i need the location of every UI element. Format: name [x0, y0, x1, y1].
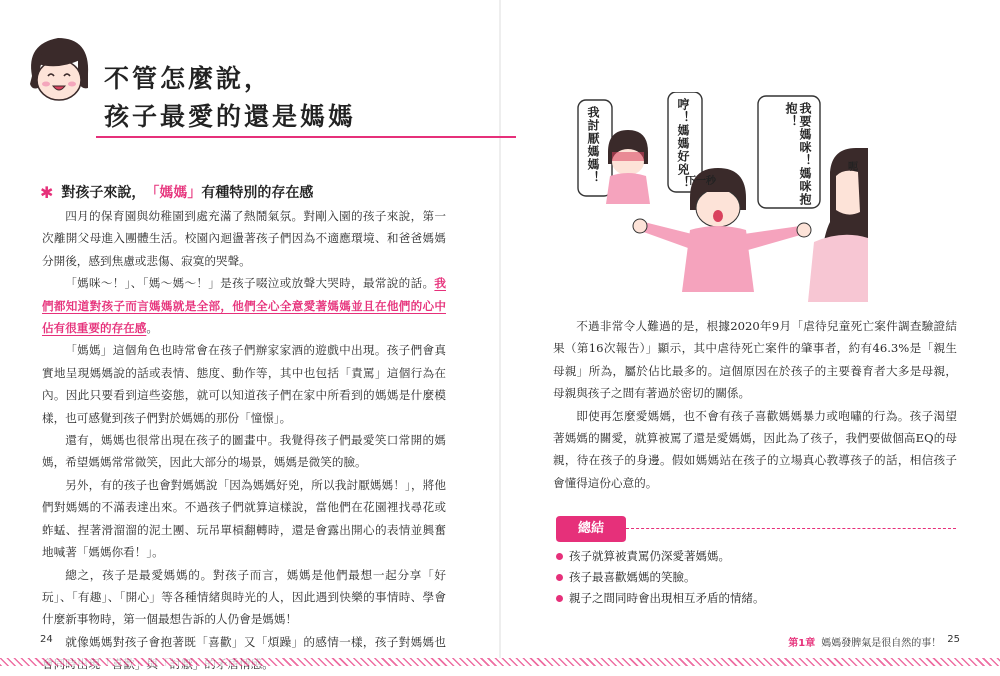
footer-right — [788, 634, 960, 649]
star-icon: ✱ — [40, 182, 54, 202]
section-heading-mama: 「媽媽」 — [145, 185, 202, 201]
girl-face-icon — [22, 30, 96, 106]
summary-item — [556, 546, 765, 567]
bullet-dot-icon — [556, 595, 563, 602]
chapter-number: 第1章 — [788, 638, 816, 649]
paragraph: 還有，媽媽也很常出現在孩子的圖畫中。我覺得孩子們最愛笑口常開的媽媽，希望媽媽常常微笑，因此大部分的場景，媽媽是微笑的臉。 — [42, 433, 446, 470]
summary-label: 總結 — [577, 521, 604, 536]
paragraph: 四月的保育園與幼稚園到處充滿了熱鬧氣氛。對剛入園的孩子來說，第一次離開父母進入團體生活。校園內迴盪著孩子們因為不適應環境、和爸爸媽媽分開後，感到焦慮或悲傷、寂寞的哭聲。 — [42, 209, 446, 268]
summary-item — [556, 588, 765, 609]
summary-item-text: 孩子最喜歡媽媽的笑臉。 — [569, 570, 696, 584]
paragraph-text: 「媽咪～！」、「媽～媽～！」是孩子啜泣或放聲大哭時，最常說的話。 — [65, 276, 435, 291]
summary-dashed-rule — [626, 528, 956, 529]
page-title — [104, 60, 356, 136]
bullet-dot-icon — [556, 553, 563, 560]
illustration — [568, 92, 868, 302]
paragraph: 即使再怎麼愛媽媽，也不會有孩子喜歡媽媽暴力或咆嘯的行為。孩子渴望著媽媽的關愛，就算被罵了還是愛媽媽，因此為了孩子，我們要做個高EQ的母親，待在孩子的身邊。假如媽媽站在孩子的立場真心教導孩子的話，相信孩子會懂得這份心意的。 — [553, 408, 957, 490]
summary-item-text: 親子之間同時會出現相互矛盾的情緒。 — [569, 591, 765, 605]
chapter-title: 媽媽發脾氣是很自然的事！ — [821, 638, 942, 649]
highlighted-text: 我們都知道對孩子而言媽媽就是全部，他們全心全意愛著媽媽並且在他們的心中佔有很重要的存在感 — [42, 276, 446, 336]
section-heading — [40, 182, 313, 202]
paragraph: 就像媽媽對孩子會抱著既「喜歡」又「煩躁」的感情一樣，孩子對媽媽也 — [65, 634, 446, 649]
paragraph: 不過非常令人難過的是，根據2020年9月「虐待兒童死亡案件調查驗證結果（第16次報告）」顯示，其中虐待死亡案件的肇事者，約有46.3%是「親生母親」所為，屬於佔比最多的。這個原因在於孩子的主要養育者大多是母親，母親與孩子之間有著過於密切的關係。 — [553, 319, 957, 401]
right-page-body — [553, 315, 957, 494]
page-number-right: 25 — [947, 634, 960, 645]
summary-item-text: 孩子就算被責罵仍深愛著媽媽。 — [569, 549, 730, 563]
paragraph: 總之，孩子是最愛媽媽的。對孩子而言，媽媽是他們最想一起分享「好玩」、「有趣」、「開心」等各種情緒與時光的人，因此遇到快樂的事情時、學會什麼新事物時，第一個最想告訴的人仍會是媽媽！ — [42, 567, 446, 627]
paragraph — [42, 272, 446, 339]
footer-pattern-band — [0, 658, 1000, 666]
paragraph: 「媽媽」這個角色也時常會在孩子們辦家家酒的遊戲中出現。孩子們會真實地呈現媽媽說的話或表情、態度、動作等，其中也包括「責罵」這個行為在內。因此只要看到這些姿態，就可以知道孩子們在家中所看到的媽媽是什麼模樣，也可感覺到孩子們對於媽媽的那份「憧憬」。 — [42, 343, 446, 425]
section-heading-pre: 對孩子來說， — [61, 185, 146, 201]
summary-list — [556, 546, 765, 609]
mom-sound-label: 呃 — [848, 162, 858, 173]
title-line-1: 不管怎麼說， — [104, 64, 273, 93]
paragraph-text: 。 — [146, 321, 158, 336]
title-underline — [96, 136, 516, 138]
next-second-label: 下一秒 — [686, 176, 716, 187]
book-spine — [499, 0, 501, 658]
paragraph: 另外，有的孩子也會對媽媽說「因為媽媽好兇，所以我討厭媽媽！」，將他們對媽媽的不滿表達出來。不過孩子們就算這樣說，當他們在花園裡找尋花或蚱蜢、捏著滑溜溜的泥土團、玩吊單槓翻轉時，還是會露出開心的表情並興奮地喊著「媽媽你看！」。 — [42, 477, 446, 560]
bubble-humph: 哼！媽媽好兇！ — [676, 98, 690, 189]
bullet-dot-icon — [556, 574, 563, 581]
left-page-body — [42, 205, 446, 676]
summary-item — [556, 567, 765, 588]
bubble-want-mommy: 我要媽咪！媽咪抱抱！ — [784, 102, 812, 206]
illustration-drawing — [568, 92, 868, 302]
section-heading-post: 有種特別的存在感 — [201, 185, 314, 201]
title-line-2: 孩子最愛的還是媽媽 — [104, 102, 357, 131]
page-number-left: 24 — [40, 634, 53, 645]
bubble-hate-mom: 我討厭媽媽！ — [586, 106, 600, 184]
